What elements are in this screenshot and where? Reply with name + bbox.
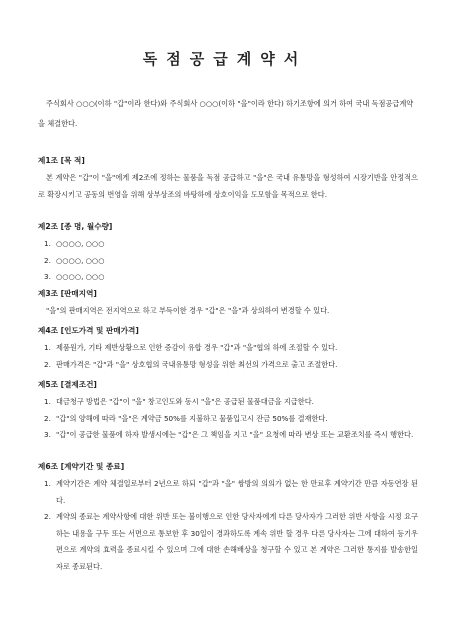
article-3-body: "을"의 판매지역은 전지역으로 하고 부득이한 경우 "갑"은 "을"과 상의하여 변경할 수 있다. [46,306,330,315]
article-1-heading: 제1조 [목 적] [38,156,85,165]
item-text: ○○○○, ○○○ [56,272,105,281]
article-5-item [38,394,418,411]
article-2-item [38,236,418,253]
item-number: 3. [44,272,51,281]
item-number: 2. [44,512,51,521]
item-number: 2. [44,255,51,265]
item-number: 2. [44,413,51,423]
item-number: 1. [44,479,51,488]
article-1 [38,154,418,203]
article-2-item [38,269,418,286]
article-4 [38,324,418,373]
article-5-heading: 제5조 [결제조건] [38,380,97,389]
article-2-heading: 제2조 [종 명, 월수량] [38,222,113,231]
item-text: 계약의 종료는 계약사항에 대한 위반 또는 불이행으로 인한 당사자에게 다른 당사자가 그러한 위반 사항을 시정 요구하는 내용을 구두 또는 서면으로 통보한 후 30일이 경과하도록 계속 위반 할 경우 다른 당사자는 그에 대하여 등기우편으로 계약의 효력을 종료시킬 수 있으며 그에 대한 손해배상을 청구할 수 있고 본 계약은 그러한 통지를 발송한일자로 종료된다. [56,512,418,571]
item-number: 1. [44,239,51,248]
item-text: 대금청구 방법은 "갑"이 "을" 창고인도와 동시 "을"은 공급된 물품대금을 지급한다. [56,397,314,406]
article-6-item [38,476,418,509]
article-5-item [38,427,418,444]
article-3 [38,287,418,320]
item-text: 판매가격은 "갑"과 "을" 상호협의 국내유통망 형성을 위한 최선의 가격으로 출고 조절한다. [56,359,338,369]
item-number: 2. [44,359,51,369]
article-6 [38,460,418,575]
article-5-item [38,411,418,428]
item-text: 계약기간은 계약 체결일로부터 2년으로 하되 "갑"과 "을" 쌍방의 의의가 없는 한 만료후 계약기간 만큼 자동연장 된다. [56,479,418,505]
article-2 [38,220,418,286]
item-text: "갑"이 공급한 물품에 하자 발생시에는 "갑"은 그 책임을 지고 "을" 요청에 따라 변상 또는 교환조치를 즉시 행한다. [56,430,414,439]
item-number: 3. [44,430,51,439]
article-3-heading: 제3조 [판매지역] [38,289,97,298]
document-title: 독점공급계약서 [142,50,308,68]
item-text: 제품원가, 기타 제반상황으로 인한 증감이 유합 경우 "갑"과 "을"협의 하에 조절할 수 있다. [56,343,338,352]
item-text: ○○○○, ○○○ [56,255,105,265]
article-2-item [38,253,418,270]
article-4-heading: 제4조 [인도가격 및 판매가격] [38,326,139,335]
article-6-item [38,509,418,575]
intro-paragraph: 주식회사 ○○○(이하 "갑"이라 한다)와 주식회사 ○○○(이하 "을"이라 한다) 하기조항에 의거 하여 국내 독점공급계약을 체결한다. [38,99,414,128]
item-number: 1. [44,397,51,406]
item-number: 1. [44,343,51,352]
article-1-body: 본 계약은 "갑"이 "을"에게 제2조에 정하는 물품을 독점 공급하고 "을"은 국내 유통망을 형성하여 시장기반을 안정적으로 확장시키고 공동의 번영을 위해 상부상조의 바탕하에 상호이익을 도모함을 목적으로 한다. [38,173,418,199]
item-text: "갑"의 양해에 따라 "을"은 계약금 50%를 지불하고 물품입고시 잔금 50%를 결재한다. [56,413,328,423]
article-4-item [38,340,418,357]
article-4-item [38,357,418,374]
article-5 [38,378,418,444]
item-text: ○○○○, ○○○ [56,239,105,248]
article-6-heading: 제6조 [계약기간 및 종료] [38,462,125,471]
